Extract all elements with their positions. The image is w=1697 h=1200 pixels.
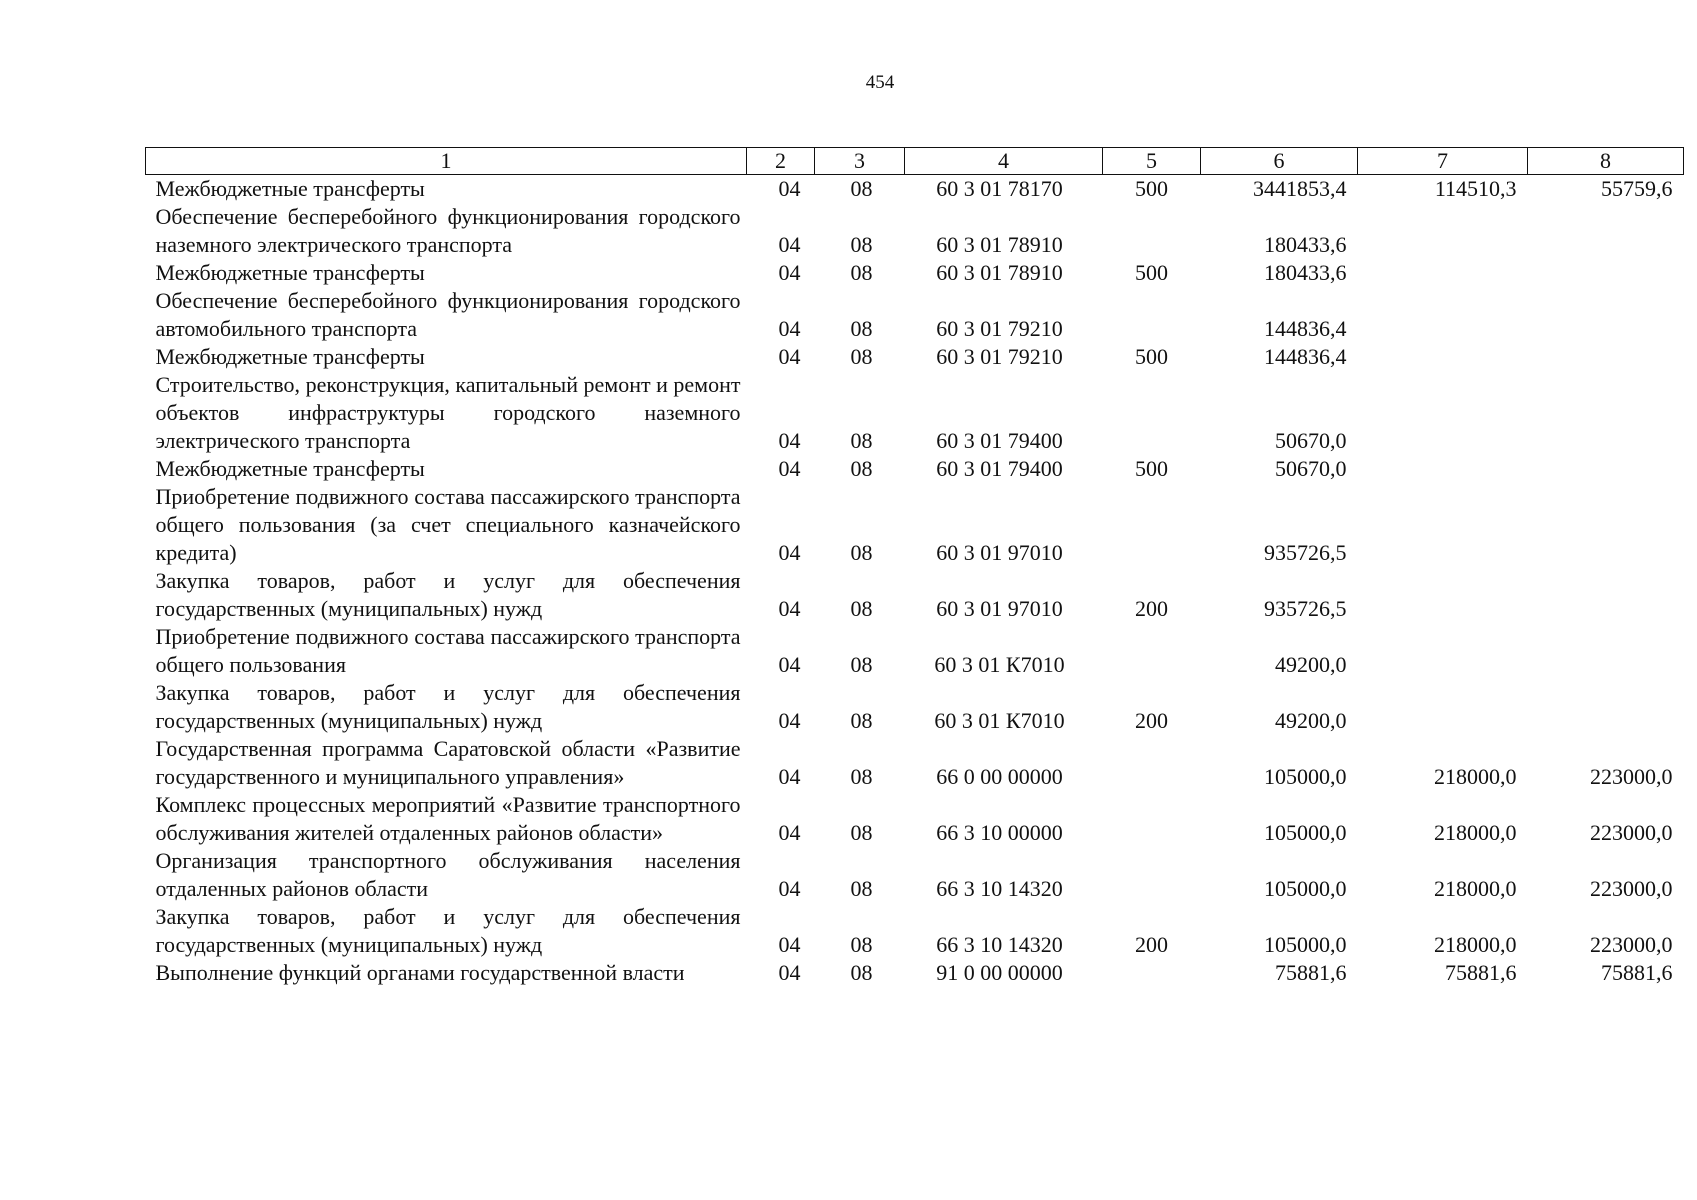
row-section: 08 <box>850 232 873 257</box>
row-target-article: 60 3 01 79400 <box>936 456 1063 481</box>
budget-table <box>145 147 1684 987</box>
row-name: Закупка товаров, работ и услуг для обеспечения государственных (муниципальных) нужд <box>155 568 741 621</box>
header-col-7: 7 <box>1358 148 1528 175</box>
row-expense-type: 500 <box>1135 260 1168 285</box>
row-expense-type: 500 <box>1135 456 1168 481</box>
table-row <box>146 735 1684 791</box>
row-amount-col-7: 218000,0 <box>1434 932 1517 957</box>
row-amount-col-6: 144836,4 <box>1264 316 1347 341</box>
row-amount-col-8 <box>1528 455 1684 483</box>
row-chapter: 04 <box>778 176 801 201</box>
row-name: Организация транспортного обслуживания населения отдаленных районов области <box>155 848 741 901</box>
row-amount-col-8: 223000,0 <box>1590 932 1673 957</box>
row-name: Приобретение подвижного состава пассажирского транспорта общего пользования (за счет специального казначейского кредита) <box>155 484 741 565</box>
row-amount-col-7 <box>1358 203 1528 259</box>
table-row <box>146 203 1684 259</box>
row-amount-col-8 <box>1528 679 1684 735</box>
row-name: Межбюджетные трансферты <box>155 456 425 481</box>
table-row <box>146 343 1684 371</box>
row-expense-type <box>1103 371 1201 455</box>
table-row <box>146 371 1684 455</box>
row-amount-col-6: 105000,0 <box>1264 932 1347 957</box>
row-section: 08 <box>850 456 873 481</box>
row-chapter: 04 <box>778 708 801 733</box>
row-amount-col-8: 223000,0 <box>1590 876 1673 901</box>
row-amount-col-7 <box>1358 483 1528 567</box>
row-chapter: 04 <box>778 876 801 901</box>
row-section: 08 <box>850 428 873 453</box>
row-amount-col-6: 105000,0 <box>1264 820 1347 845</box>
header-col-3: 3 <box>815 148 905 175</box>
row-amount-col-6: 180433,6 <box>1264 232 1347 257</box>
table-row <box>146 959 1684 987</box>
row-target-article: 66 3 10 14320 <box>936 876 1063 901</box>
row-section: 08 <box>850 876 873 901</box>
row-section: 08 <box>850 260 873 285</box>
row-expense-type <box>1103 203 1201 259</box>
row-chapter: 04 <box>778 820 801 845</box>
row-amount-col-7 <box>1358 371 1528 455</box>
row-section: 08 <box>850 708 873 733</box>
row-amount-col-8 <box>1528 343 1684 371</box>
table-row <box>146 455 1684 483</box>
row-section: 08 <box>850 596 873 621</box>
row-chapter: 04 <box>778 456 801 481</box>
row-amount-col-7 <box>1358 679 1528 735</box>
row-amount-col-8 <box>1528 371 1684 455</box>
row-chapter: 04 <box>778 960 801 985</box>
row-target-article: 60 3 01 79210 <box>936 344 1063 369</box>
header-col-6: 6 <box>1201 148 1358 175</box>
row-amount-col-7: 75881,6 <box>1445 960 1517 985</box>
row-chapter: 04 <box>778 932 801 957</box>
row-amount-col-8: 223000,0 <box>1590 820 1673 845</box>
row-target-article: 66 3 10 14320 <box>936 932 1063 957</box>
row-amount-col-6: 49200,0 <box>1275 708 1347 733</box>
row-name: Комплекс процессных мероприятий «Развитие транспортного обслуживания жителей отдаленных районов области» <box>155 792 741 845</box>
row-target-article: 91 0 00 00000 <box>936 960 1063 985</box>
row-chapter: 04 <box>778 260 801 285</box>
header-col-2: 2 <box>747 148 815 175</box>
row-amount-col-7 <box>1358 623 1528 679</box>
row-amount-col-8: 223000,0 <box>1590 764 1673 789</box>
row-section: 08 <box>850 960 873 985</box>
row-amount-col-6: 3441853,4 <box>1253 176 1347 201</box>
row-name: Государственная программа Саратовской области «Развитие государственного и муниципального управления» <box>155 736 741 789</box>
page-number: 454 <box>865 72 895 93</box>
row-target-article: 60 3 01 97010 <box>936 540 1063 565</box>
row-target-article: 60 3 01 79210 <box>936 316 1063 341</box>
row-chapter: 04 <box>778 764 801 789</box>
row-section: 08 <box>850 652 873 677</box>
row-expense-type: 200 <box>1135 708 1168 733</box>
row-amount-col-7 <box>1358 567 1528 623</box>
row-amount-col-8 <box>1528 203 1684 259</box>
row-chapter: 04 <box>778 652 801 677</box>
row-expense-type <box>1103 483 1201 567</box>
row-target-article: 66 3 10 00000 <box>936 820 1063 845</box>
row-expense-type <box>1103 959 1201 987</box>
row-expense-type: 500 <box>1135 344 1168 369</box>
row-target-article: 60 3 01 78170 <box>936 176 1063 201</box>
row-expense-type: 500 <box>1135 176 1168 201</box>
row-section: 08 <box>850 316 873 341</box>
row-amount-col-8 <box>1528 259 1684 287</box>
row-name: Приобретение подвижного состава пассажирского транспорта общего пользования <box>155 624 741 677</box>
row-amount-col-6: 180433,6 <box>1264 260 1347 285</box>
row-amount-col-8: 75881,6 <box>1601 960 1673 985</box>
row-chapter: 04 <box>778 232 801 257</box>
row-amount-col-8 <box>1528 567 1684 623</box>
row-amount-col-6: 935726,5 <box>1264 596 1347 621</box>
row-chapter: 04 <box>778 540 801 565</box>
row-amount-col-7 <box>1358 287 1528 343</box>
table-row <box>146 791 1684 847</box>
row-amount-col-6: 144836,4 <box>1264 344 1347 369</box>
row-amount-col-8: 55759,6 <box>1601 176 1673 201</box>
row-section: 08 <box>850 540 873 565</box>
row-target-article: 60 3 01 78910 <box>936 232 1063 257</box>
row-amount-col-6: 105000,0 <box>1264 876 1347 901</box>
row-amount-col-8 <box>1528 287 1684 343</box>
row-target-article: 60 3 01 К7010 <box>934 708 1065 733</box>
row-expense-type <box>1103 287 1201 343</box>
row-amount-col-7: 218000,0 <box>1434 764 1517 789</box>
row-name: Межбюджетные трансферты <box>155 344 425 369</box>
table-row <box>146 623 1684 679</box>
row-amount-col-7 <box>1358 259 1528 287</box>
row-chapter: 04 <box>778 316 801 341</box>
row-name: Закупка товаров, работ и услуг для обеспечения государственных (муниципальных) нужд <box>155 904 741 957</box>
row-expense-type <box>1103 735 1201 791</box>
row-name: Закупка товаров, работ и услуг для обеспечения государственных (муниципальных) нужд <box>155 680 741 733</box>
row-amount-col-6: 105000,0 <box>1264 764 1347 789</box>
row-chapter: 04 <box>778 596 801 621</box>
row-target-article: 60 3 01 97010 <box>936 596 1063 621</box>
row-name: Обеспечение бесперебойного функционирования городского наземного электрического транспорта <box>155 204 741 257</box>
row-name: Межбюджетные трансферты <box>155 260 425 285</box>
row-amount-col-7 <box>1358 343 1528 371</box>
row-section: 08 <box>850 932 873 957</box>
row-name: Выполнение функций органами государственной власти <box>155 960 685 985</box>
table-header <box>146 148 1684 175</box>
header-row <box>146 148 1684 175</box>
row-target-article: 60 3 01 К7010 <box>934 652 1065 677</box>
row-amount-col-7: 218000,0 <box>1434 876 1517 901</box>
row-amount-col-7: 218000,0 <box>1434 820 1517 845</box>
table-row <box>146 483 1684 567</box>
table-body <box>146 175 1684 988</box>
row-target-article: 60 3 01 79400 <box>936 428 1063 453</box>
row-expense-type <box>1103 623 1201 679</box>
row-amount-col-7: 114510,3 <box>1434 176 1517 201</box>
row-expense-type: 200 <box>1135 596 1168 621</box>
table-row <box>146 679 1684 735</box>
row-amount-col-7 <box>1358 455 1528 483</box>
row-amount-col-8 <box>1528 483 1684 567</box>
row-section: 08 <box>850 764 873 789</box>
header-col-8: 8 <box>1528 148 1684 175</box>
table-row <box>146 259 1684 287</box>
row-chapter: 04 <box>778 428 801 453</box>
row-name: Обеспечение бесперебойного функционирования городского автомобильного транспорта <box>155 288 741 341</box>
row-amount-col-6: 75881,6 <box>1275 960 1347 985</box>
row-section: 08 <box>850 820 873 845</box>
row-target-article: 60 3 01 78910 <box>936 260 1063 285</box>
row-target-article: 66 0 00 00000 <box>936 764 1063 789</box>
table-row <box>146 847 1684 903</box>
row-expense-type <box>1103 847 1201 903</box>
table-row <box>146 175 1684 204</box>
row-expense-type: 200 <box>1135 932 1168 957</box>
row-amount-col-6: 49200,0 <box>1275 652 1347 677</box>
row-amount-col-6: 50670,0 <box>1275 428 1347 453</box>
header-col-4: 4 <box>905 148 1103 175</box>
row-amount-col-8 <box>1528 623 1684 679</box>
row-section: 08 <box>850 344 873 369</box>
header-col-5: 5 <box>1103 148 1201 175</box>
row-section: 08 <box>850 176 873 201</box>
row-name: Строительство, реконструкция, капитальный ремонт и ремонт объектов инфраструктуры городского наземного электрического транспорта <box>155 372 741 453</box>
table-row <box>146 903 1684 959</box>
row-expense-type <box>1103 791 1201 847</box>
row-amount-col-6: 50670,0 <box>1275 456 1347 481</box>
row-amount-col-6: 935726,5 <box>1264 540 1347 565</box>
row-name: Межбюджетные трансферты <box>155 176 425 201</box>
table-row <box>146 567 1684 623</box>
header-col-1: 1 <box>146 148 747 175</box>
table-row <box>146 287 1684 343</box>
row-chapter: 04 <box>778 344 801 369</box>
